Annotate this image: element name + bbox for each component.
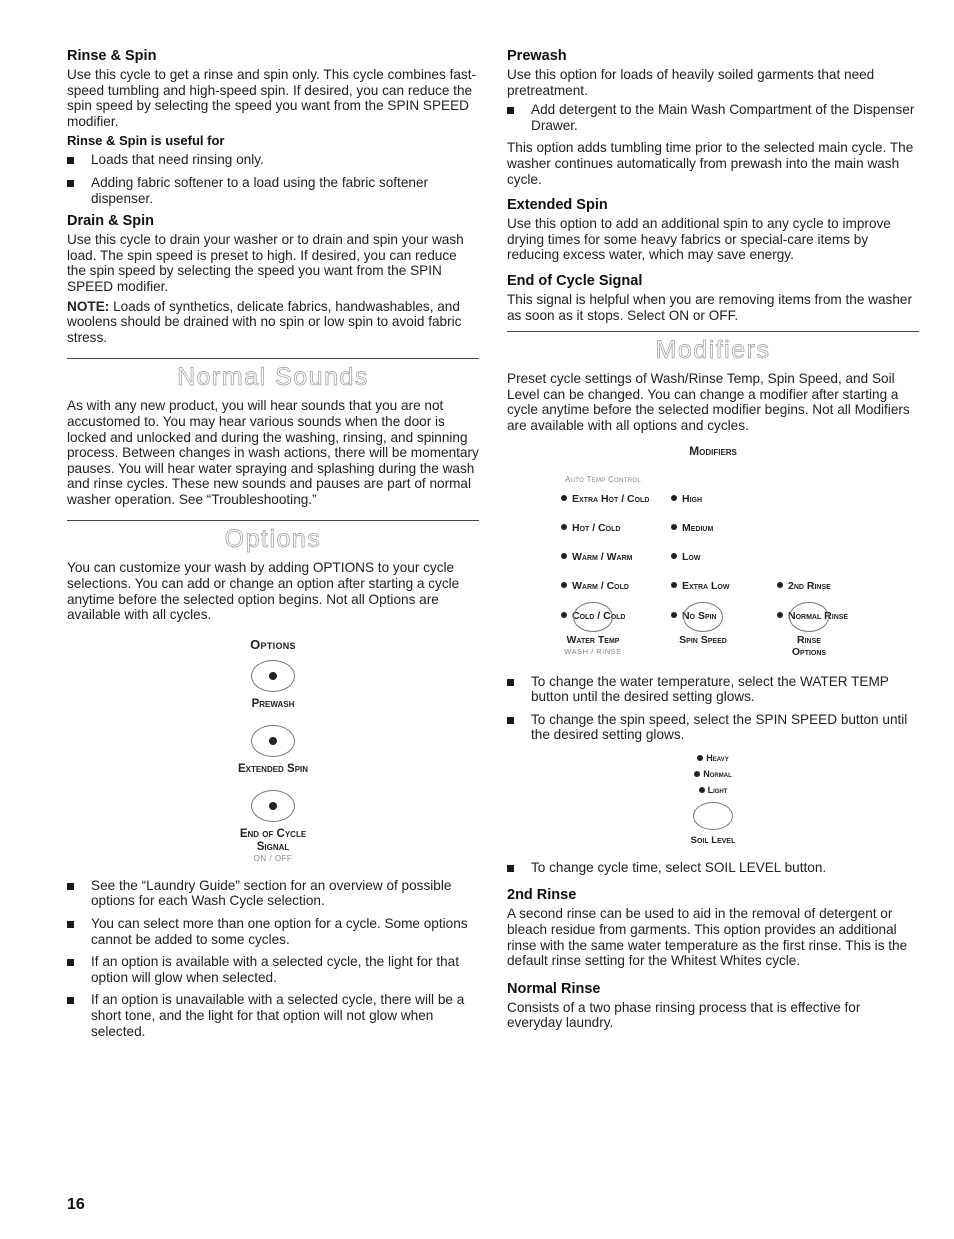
prewash-list: [507, 102, 919, 133]
prewash-body-2: This option adds tumbling time prior to the selected main cycle. The washer continues automatically from prewash into the main wash cycle.: [507, 140, 914, 187]
prewash-button[interactable]: [251, 660, 295, 692]
end-cycle-signal-option: [67, 790, 479, 864]
wash-rinse-sublabel: WASH / RINSE: [564, 646, 622, 656]
spin-setting: High: [671, 493, 702, 505]
note-text: Loads of synthetics, delicate fabrics, handwashables, and woolens should be drained with no spin or low spin to avoid fabric stress.: [67, 298, 462, 345]
soil-level-label: Soil Level: [690, 834, 736, 846]
drain-spin-heading: Drain & Spin: [67, 213, 155, 230]
spin-speed-label: Spin Speed: [679, 633, 727, 646]
temp-setting: Cold / Cold: [561, 610, 625, 622]
prewash-heading: Prewash: [507, 48, 567, 64]
modifiers-title: Modifiers: [655, 336, 771, 365]
rinse-setting: Normal Rinse: [777, 610, 848, 622]
normal-rinse-body: Consists of a two phase rinsing process that is effective for everyday laundry.: [507, 999, 861, 1031]
signal-label: Signal: [256, 840, 290, 853]
options-panel-title: Options: [250, 636, 296, 652]
soil-level-button[interactable]: [693, 802, 733, 830]
water-temp-text: Water Temp: [566, 633, 620, 646]
water-temp-button[interactable]: [573, 602, 613, 632]
options-body: You can customize your wash by adding OPTIONS to your cycle selections. You can add or change an option after starting a cycle anytime before the selected option begins. Not all Options are available with all cycles.: [67, 560, 460, 623]
end-cycle-signal-heading: End of Cycle Signal: [507, 272, 643, 289]
list-item: If an option is unavailable with a selected cycle, there will be a short tone, and the light for that option will not glow when selected.: [67, 992, 479, 1039]
spin-speed-button[interactable]: [683, 602, 723, 632]
on-off-label: ON / OFF: [253, 853, 293, 863]
extended-spin-body: Use this option to add an additional spin to any cycle to improve drying times for some heavy fabrics or special-care items by reducing excess water, which may save energy.: [507, 216, 891, 263]
soil-list: [507, 860, 919, 876]
spin-setting: Low: [671, 551, 700, 563]
auto-temp-control-label: Auto Temp Control: [565, 474, 641, 484]
section-divider: [507, 331, 919, 332]
spin-setting: Extra Low: [671, 580, 729, 592]
section-divider: [67, 358, 479, 359]
right-column: [507, 48, 919, 1031]
extended-spin-label: Extended Spin: [237, 762, 309, 775]
list-item: See the “Laundry Guide” section for an overview of possible options for each Wash Cycle selection.: [67, 878, 479, 909]
rinse-spin-list: [67, 152, 479, 206]
modifiers-panel-title: Modifiers: [689, 443, 737, 458]
soil-level-panel: [507, 750, 919, 846]
end-cycle-signal-body: This signal is helpful when you are removing items from the washer as soon as it stops. Select ON or OFF.: [507, 291, 912, 323]
indicator-light-icon: [269, 737, 277, 745]
soil-setting: Normal: [507, 766, 919, 782]
list-item: Add detergent to the Main Wash Compartment of the Dispenser Drawer.: [507, 102, 919, 133]
left-column: [67, 48, 479, 1046]
spin-setting: No Spin: [671, 610, 717, 622]
page-number: 16: [67, 1196, 85, 1213]
options-text: Options: [791, 645, 827, 658]
options-title: Options: [224, 525, 322, 554]
list-item: You can select more than one option for a cycle. Some options cannot be added to some cycles.: [67, 916, 479, 947]
temp-setting: Hot / Cold: [561, 522, 620, 534]
prewash-label: Prewash: [251, 697, 295, 710]
end-cycle-signal-button[interactable]: [251, 790, 295, 822]
rinse-spin-subheading: Rinse & Spin is useful for: [67, 133, 225, 149]
list-item: To change cycle time, select SOIL LEVEL button.: [507, 860, 919, 876]
prewash-body: Use this option for loads of heavily soiled garments that need pretreatment.: [507, 67, 875, 98]
rinse-setting: 2nd Rinse: [777, 580, 831, 592]
extended-spin-heading: Extended Spin: [507, 197, 608, 214]
list-item: Loads that need rinsing only.: [67, 152, 479, 168]
soil-setting: Heavy: [507, 750, 919, 766]
indicator-light-icon: [269, 672, 277, 680]
normal-rinse-heading: Normal Rinse: [507, 980, 601, 997]
temp-setting: Extra Hot / Cold: [561, 493, 649, 505]
rinse-text: Rinse: [797, 633, 821, 646]
modifiers-body: Preset cycle settings of Wash/Rinse Temp, Spin Speed, and Soil Level can be changed. You can change a modifier after starting a cycle anytime before the selected modifier begins. Not all Modifiers are available with all options and cycles.: [507, 371, 910, 433]
water-temp-label: [543, 634, 643, 658]
normal-sounds-body: As with any new product, you will hear sounds that you are not accustomed to. You may hear various sounds when the door is locked and unlocked and during the washing, rinsing, and spinning process. Between changes in wash actions, there will be momentary pauses. You will hear water spraying and splashing during the wash and rinse cycles. These new sounds and pauses are part of normal washer operation. See “Troubleshooting.”: [67, 398, 479, 507]
normal-sounds-title: Normal Sounds: [177, 363, 369, 392]
modifiers-list: [507, 674, 919, 743]
rinse-spin-heading: Rinse & Spin: [67, 48, 157, 64]
options-list: [67, 878, 479, 1039]
rinse-options-button[interactable]: [789, 602, 829, 632]
rinse-spin-body: Use this cycle to get a rinse and spin only. This cycle combines fast-speed tumbling and high-speed spin. If desired, you can reduce the spin speed by selecting the speed you want from the SPIN SPEED modifier.: [67, 67, 477, 129]
note-label: NOTE:: [67, 298, 110, 314]
drain-spin-note: [67, 299, 479, 346]
second-rinse-body: A second rinse can be used to aid in the removal of detergent or bleach residue from garments. This option provides an additional rinse with the same water temperature as the first rinse. This is the default rinse setting for the Whitest Whites cycle.: [507, 906, 908, 969]
drain-spin-body: Use this cycle to drain your washer or to drain and spin your wash load. The spin speed is preset to high. If desired, you can reduce the spin speed by selecting the speed you want from the SPIN SPEED modifier.: [67, 232, 464, 294]
list-item: To change the water temperature, select the WATER TEMP button until the desired setting glows.: [507, 674, 919, 705]
list-item: Adding fabric softener to a load using the fabric softener dispenser.: [67, 175, 479, 206]
list-item: To change the spin speed, select the SPIN SPEED button until the desired setting glows.: [507, 712, 919, 743]
indicator-light-icon: [269, 802, 277, 810]
prewash-option: [67, 660, 479, 711]
temp-setting: Warm / Warm: [561, 551, 632, 563]
list-item: If an option is available with a selected cycle, the light for that option will glow when selected.: [67, 954, 479, 985]
section-divider: [67, 520, 479, 521]
extended-spin-option: [67, 725, 479, 776]
second-rinse-heading: 2nd Rinse: [507, 887, 577, 904]
rinse-options-label: [759, 634, 859, 658]
end-cycle-label: End of Cycle: [239, 827, 307, 840]
soil-setting: Light: [507, 782, 919, 798]
spin-setting: Medium: [671, 522, 713, 534]
extended-spin-button[interactable]: [251, 725, 295, 757]
temp-setting: Warm / Cold: [561, 580, 629, 592]
